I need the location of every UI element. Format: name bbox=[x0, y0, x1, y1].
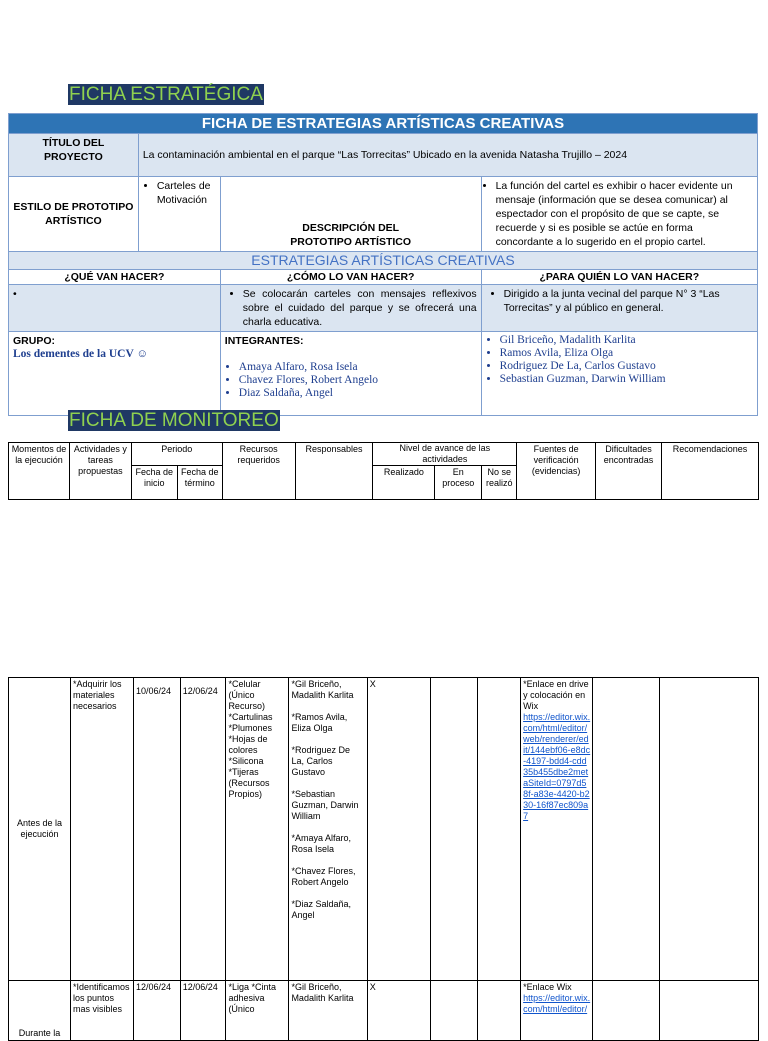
source-cell bbox=[521, 981, 593, 1041]
col-activities: Actividades y tareas propuestas bbox=[69, 443, 131, 500]
not-done-cell bbox=[478, 678, 521, 981]
col-moments: Momentos de la ejecución bbox=[9, 443, 70, 500]
description-label: DESCRIPCIÓN DEL PROTOTIPO ARTÍSTICO bbox=[220, 177, 481, 252]
not-done-cell bbox=[478, 981, 521, 1041]
prototype-label: ESTILO DE PROTOTIPO ARTÍSTICO bbox=[9, 177, 139, 252]
col-end: Fecha de término bbox=[177, 466, 222, 500]
col-resources: Recursos requeridos bbox=[222, 443, 295, 500]
col-recommendations: Recomendaciones bbox=[662, 443, 759, 500]
members-label: INTEGRANTES: bbox=[224, 335, 304, 347]
responsible-item: *Amaya Alfaro, Rosa Isela bbox=[291, 833, 351, 854]
col-notdone: No se realizó bbox=[482, 466, 517, 500]
col-inprogress: En proceso bbox=[435, 466, 482, 500]
question-how: ¿CÓMO LO VAN HACER? bbox=[220, 270, 481, 285]
resources-cell: *Celular (Único Recurso) *Cartulinas *Plumones *Hojas de colores *Silicona *Tijeras (Recursos Propios) bbox=[226, 678, 289, 981]
group-cell bbox=[9, 332, 221, 416]
question-what: ¿QUÉ VAN HACER? bbox=[9, 270, 221, 285]
strategy-heading: FICHA ESTRATÉGICA bbox=[69, 84, 263, 105]
activity-cell: *Adquirir los materiales necesarios bbox=[70, 678, 133, 981]
monitoring-table-header bbox=[8, 442, 759, 500]
members-list-right bbox=[486, 334, 753, 386]
col-done: Realizado bbox=[373, 466, 435, 500]
in-progress-cell bbox=[430, 981, 478, 1041]
source-link[interactable]: https://editor.wix.com/html/editor/web/renderer/edit/144ebf06-e8dc-4197-bdd4-cdd35b455dbe2metaSiteId=0797d58f-a83e-4420-b230-16f87ec809a7 bbox=[523, 712, 591, 821]
question-whom: ¿PARA QUIÉN LO VAN HACER? bbox=[481, 270, 757, 285]
in-progress-cell bbox=[430, 678, 478, 981]
what-cell: • bbox=[9, 285, 221, 332]
strategy-table bbox=[8, 113, 758, 416]
source-label: *Enlace Wix bbox=[523, 982, 572, 992]
member-item: • Gil Briceño, Madalith Karlita bbox=[500, 334, 753, 347]
table-row bbox=[9, 678, 759, 981]
end-date-cell: 12/06/24 bbox=[180, 981, 226, 1041]
source-label: *Enlace en drive y colocación en Wix bbox=[523, 679, 589, 711]
group-name: Los dementes de la UCV ☺ bbox=[13, 348, 149, 360]
member-item: • Diaz Saldaña, Angel bbox=[239, 387, 477, 400]
moment-cell: Antes de la ejecución bbox=[9, 678, 71, 981]
monitoring-heading: FICHA DE MONITOREO bbox=[69, 410, 279, 431]
project-value: La contaminación ambiental en el parque “Las Torrecitas” Ubicado en la avenida Natasha Trujillo – 2024 bbox=[138, 134, 757, 177]
strategy-title-bar: FICHA DE ESTRATEGIAS ARTÍSTICAS CREATIVAS bbox=[9, 114, 758, 134]
end-date-cell: 12/06/24 bbox=[180, 678, 226, 981]
member-item: • Amaya Alfaro, Rosa Isela bbox=[239, 361, 477, 374]
moment-cell: Durante la bbox=[9, 981, 71, 1041]
col-period: Periodo bbox=[131, 443, 222, 466]
col-progress: Nivel de avance de las actividades bbox=[373, 443, 517, 466]
member-item: • Rodriguez De La, Carlos Gustavo bbox=[500, 360, 753, 373]
col-responsible: Responsables bbox=[295, 443, 373, 500]
members-list-left bbox=[225, 361, 477, 400]
difficulties-cell bbox=[593, 678, 660, 981]
responsible-item: *Gil Briceño, Madalith Karlita bbox=[291, 982, 354, 1003]
responsible-item: *Chavez Flores, Robert Angelo bbox=[291, 866, 356, 887]
start-date-cell: 10/06/24 bbox=[133, 678, 180, 981]
strategies-subheader: ESTRATEGIAS ARTÍSTICAS CREATIVAS bbox=[9, 252, 758, 270]
whom-cell bbox=[481, 285, 757, 332]
description-text: • La función del cartel es exhibir o hacer evidente un mensaje (información que se desea comunicar) al espectador con el propósito de que se capte, se recuerde y si es posible se actúe en forma concordante a lo sugerido en el propio cartel. bbox=[496, 179, 753, 249]
source-cell bbox=[521, 678, 593, 981]
whom-text: • Dirigido a la junta vecinal del parque N° 3 “Las Torrecitas” y al público en general. bbox=[504, 287, 753, 315]
monitoring-table-body bbox=[8, 677, 759, 1041]
done-cell: X bbox=[367, 678, 430, 981]
members-cell-left bbox=[220, 332, 481, 416]
how-cell bbox=[220, 285, 481, 332]
start-date-cell: 12/06/24 bbox=[133, 981, 180, 1041]
col-sources: Fuentes de verificación (evidencias) bbox=[517, 443, 596, 500]
prototype-cell bbox=[138, 177, 220, 252]
col-difficulties: Dificultades encontradas bbox=[596, 443, 662, 500]
description-cell bbox=[481, 177, 757, 252]
responsible-item: *Gil Briceño, Madalith Karlita bbox=[291, 679, 354, 700]
responsible-cell bbox=[289, 678, 367, 981]
responsible-item: *Diaz Saldaña, Angel bbox=[291, 899, 351, 920]
project-label: TÍTULO DEL PROYECTO bbox=[9, 134, 139, 177]
responsible-item: *Sebastian Guzman, Darwin William bbox=[291, 789, 359, 821]
members-cell-right bbox=[481, 332, 757, 416]
responsible-item: *Rodriguez De La, Carlos Gustavo bbox=[291, 745, 350, 777]
recommendations-cell bbox=[660, 678, 759, 981]
source-link[interactable]: https://editor.wix.com/html/editor/ bbox=[523, 993, 591, 1014]
member-item: • Ramos Avila, Eliza Olga bbox=[500, 347, 753, 360]
done-cell: X bbox=[367, 981, 430, 1041]
table-row bbox=[9, 981, 759, 1041]
member-item: • Chavez Flores, Robert Angelo bbox=[239, 374, 477, 387]
col-start: Fecha de inicio bbox=[131, 466, 177, 500]
group-label: GRUPO: bbox=[13, 335, 55, 347]
activity-cell: *Identificamos los puntos mas visibles bbox=[70, 981, 133, 1041]
prototype-bullet: • Carteles de Motivación bbox=[157, 179, 216, 207]
difficulties-cell bbox=[593, 981, 660, 1041]
responsible-cell bbox=[289, 981, 367, 1041]
resources-cell: *Liga *Cinta adhesiva (Único bbox=[226, 981, 289, 1041]
recommendations-cell bbox=[660, 981, 759, 1041]
member-item: • Sebastian Guzman, Darwin William bbox=[500, 373, 753, 386]
responsible-item: *Ramos Avila, Eliza Olga bbox=[291, 712, 348, 733]
how-text: • Se colocarán carteles con mensajes reflexivos sobre el cuidado del parque y se ofrecerá una charla educativa. bbox=[243, 287, 477, 329]
